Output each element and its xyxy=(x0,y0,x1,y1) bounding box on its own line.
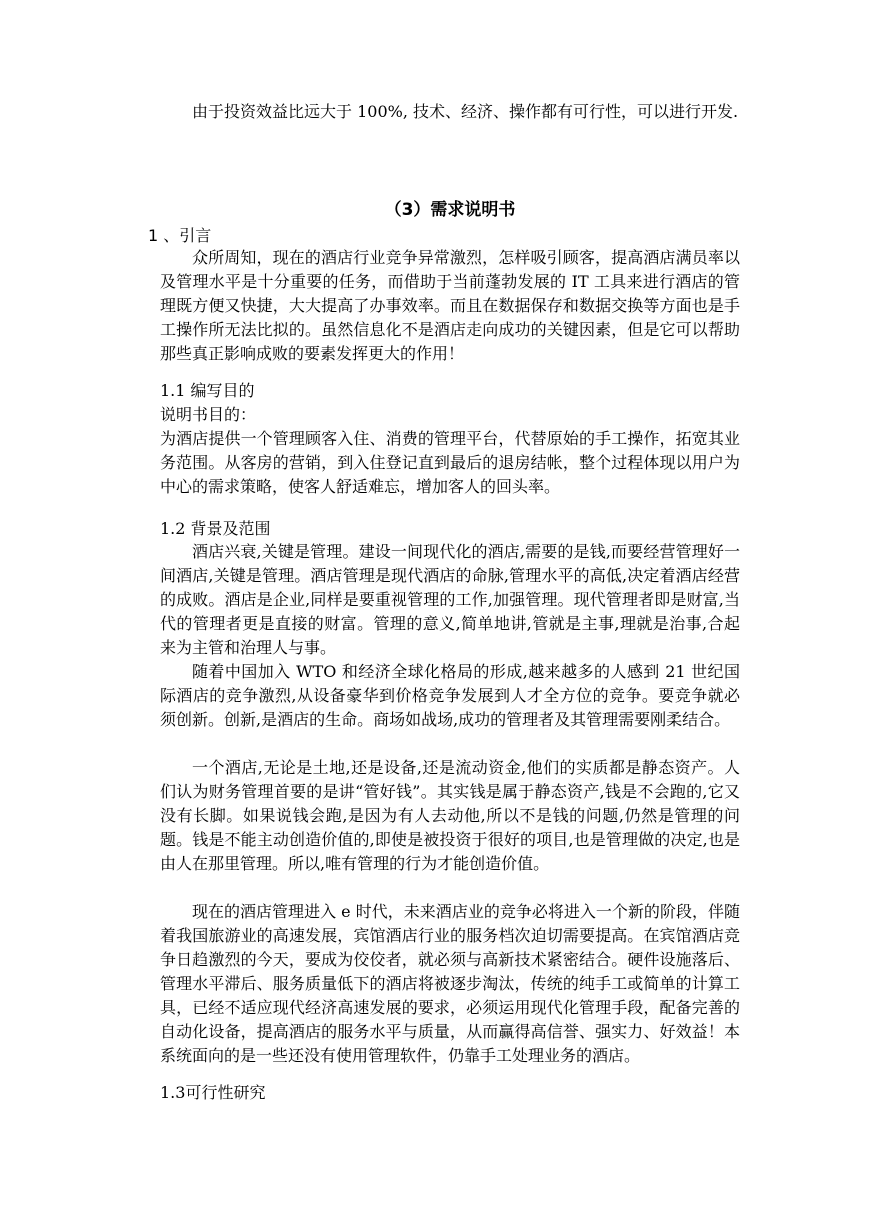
section-1-2-paragraph-2: 随着中国加入 WTO 和经济全球化格局的形成,越来越多的人感到 21 世纪国际酒店的竞争激烈,从设备豪华到价格竞争发展到人才全方位的竞争。要竞争就必须创新。创新,是酒店的生命。商场如战场,成功的管理者及其管理需要刚柔结合。 xyxy=(160,662,740,729)
section-title: 可行性研究 xyxy=(185,1083,266,1102)
section-1-2-heading xyxy=(160,517,740,541)
section-1-2-paragraph-3: 一个酒店,无论是土地,还是设备,还是流动资金,他们的实质都是静态资产。人们认为财务管理首要的是讲“管好钱”。其实钱是属于静态资产,钱是不会跑的,它又没有长脚。如果说钱会跑,是因为有人去动他,所以不是钱的问题,仍然是管理的问题。钱是不能主动创造价值的,即使是被投资于很好的项目,也是管理做的决定,也是由人在那里管理。所以,唯有管理的行为才能创造价值。 xyxy=(160,758,740,873)
section-1-2-paragraph-1: 酒店兴衰,关键是管理。建设一间现代化的酒店,需要的是钱,而要经营管理好一间酒店,关键是管理。酒店管理是现代酒店的命脉,管理水平的高低,决定着酒店经营的成败。酒店是企业,同样是要重视管理的工作,加强管理。现代管理者即是财富,当代的管理者更是直接的财富。管理的意义,简单地讲,管就是主事,理就是治事,合起来为主管和治理人与事。 xyxy=(160,542,740,657)
section-1-1-paragraph: 为酒店提供一个管理顾客入住、消费的管理平台，代替原始的手工操作，拓宽其业务范围。从客房的营销，到入住登记直到最后的退房结帐，整个过程体现以用户为中心的需求策略，使客人舒适难忘，增加客人的回头率。 xyxy=(160,429,740,496)
document-title: （3）需求说明书 xyxy=(384,200,516,220)
section-title: 编写目的 xyxy=(190,381,255,400)
section-1-1-label: 说明书目的： xyxy=(160,405,257,424)
section-number: 1.3 xyxy=(160,1083,186,1102)
top-paragraph: 由于投资效益比远大于 100%, 技术、经济、操作都有可行性，可以进行开发. xyxy=(192,102,739,121)
intro-heading: 1 、引言 xyxy=(148,226,212,245)
section-1-1-heading xyxy=(160,379,740,403)
section-1-2-paragraph-4: 现在的酒店管理进入 e 时代，未来酒店业的竞争必将进入一个新的阶段，伴随着我国旅游业的高速发展，宾馆酒店行业的服务档次迫切需要提高。在宾馆酒店竞争日趋激烈的今天，要成为佼佼者，就必须与高新技术紧密结合。硬件设施落后、管理水平滞后、服务质量低下的酒店将被逐步淘汰，传统的纯手工或简单的计算工具，已经不适应现代经济高速发展的要求，必须运用现代化管理手段，配备完善的自动化设备，提高酒店的服务水平与质量，从而赢得高信誉、强实力、好效益！本系统面向的是一些还没有使用管理软件，仍靠手工处理业务的酒店。 xyxy=(160,902,740,1065)
section-number: 1.1 xyxy=(160,381,186,400)
section-number: 1.2 xyxy=(160,519,186,538)
section-title: 背景及范围 xyxy=(190,519,271,538)
intro-paragraph: 众所周知，现在的酒店行业竞争异常激烈，怎样吸引顾客，提高酒店满员率以及管理水平是十分重要的任务，而借助于当前蓬勃发展的 IT 工具来进行酒店的管理既方便又快捷，大大提高了办事效率。而且在数据保存和数据交换等方面也是手工操作所无法比拟的。虽然信息化不是酒店走向成功的关键因素，但是它可以帮助那些真正影响成败的要素发挥更大的作用！ xyxy=(160,248,740,363)
section-1-3-heading xyxy=(160,1081,740,1105)
